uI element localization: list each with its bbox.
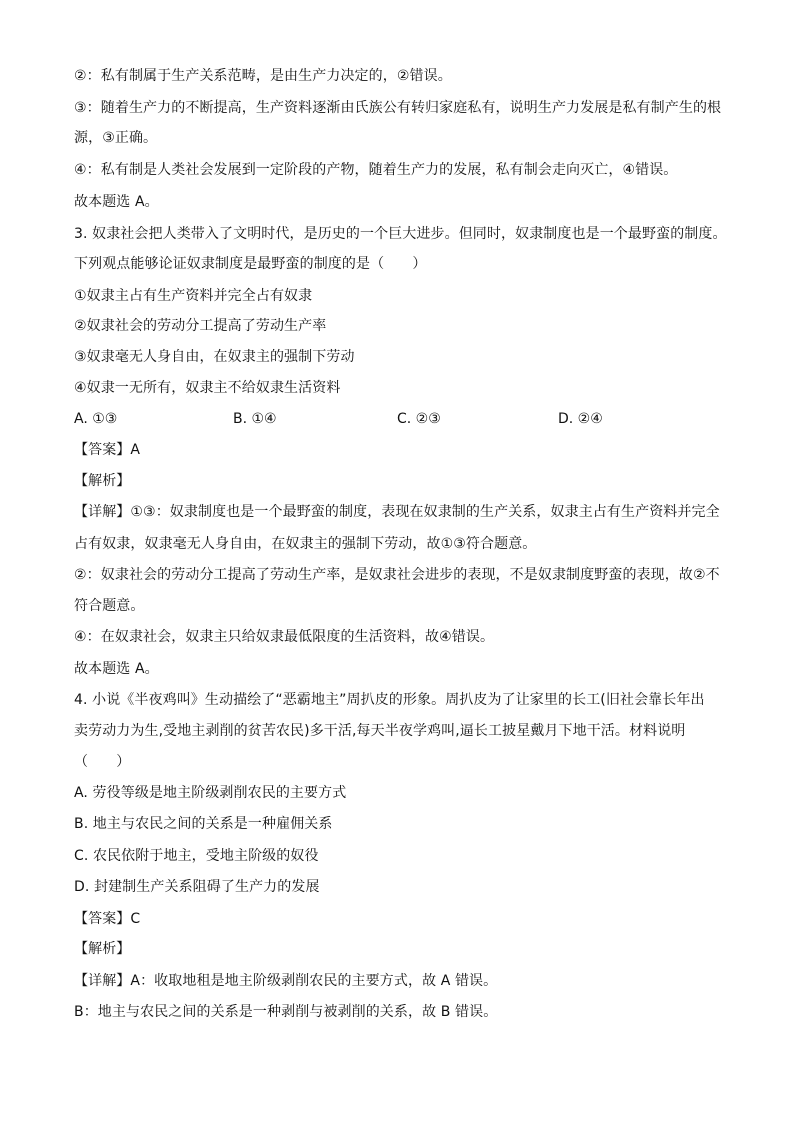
q3-option-b: B. ①④: [233, 411, 277, 427]
q3-statement-3: ③奴隶毫无人身自由，在奴隶主的强制下劳动: [74, 349, 355, 365]
q4-detail-1: 【详解】A：收取地租是地主阶级剥削农民的主要方式，故 A 错误。: [74, 973, 498, 989]
q4-option-d: D. 封建制生产关系阻碍了生产力的发展: [74, 879, 320, 895]
q4-option-a: A. 劳役等级是地主阶级剥削农民的主要方式: [74, 785, 347, 801]
text-line-4: ④：私有制是人类社会发展到一定阶段的产物，随着生产力的发展，私有制会走向灭亡，④错误。: [74, 162, 678, 178]
text-line-1: ②：私有制属于生产关系范畴，是由生产力决定的，②错误。: [74, 68, 452, 84]
q3-statement-2: ②奴隶社会的劳动分工提高了劳动生产率: [74, 318, 327, 334]
q3-option-a: A. ①③: [74, 411, 118, 427]
q3-detail-1: 【详解】①③：奴隶制度也是一个最野蛮的制度，表现在奴隶制的生产关系，奴隶主占有生产资料并完全: [74, 504, 720, 520]
q3-conclusion: 故本题选 A。: [74, 661, 159, 677]
text-line-5: 故本题选 A。: [74, 194, 159, 210]
question-4-stem-2: 卖劳动力为生,受地主剥削的贫苦农民)多干活,每天半夜学鸡叫,逼长工披星戴月下地干活。材料说明: [74, 723, 686, 739]
text-line-2: ③：随着生产力的不断提高，生产资料逐渐由氏族公有转归家庭私有，说明生产力发展是私有制产生的根: [74, 100, 722, 116]
question-3-stem: 3. 奴隶社会把人类带入了文明时代，是历史的一个巨大进步。但同时，奴隶制度也是一个最野蛮的制度。: [74, 226, 727, 242]
q3-detail-3: ②：奴隶社会的劳动分工提高了劳动生产率，是奴隶社会进步的表现，不是奴隶制度野蛮的表现，故②不: [74, 567, 720, 583]
q3-detail-5: ④：在奴隶社会，奴隶主只给奴隶最低限度的生活资料，故④错误。: [74, 629, 495, 645]
question-3-prompt: 下列观点能够论证奴隶制度是最野蛮的制度的是（ ）: [74, 256, 427, 272]
q3-statement-1: ①奴隶主占有生产资料并完全占有奴隶: [74, 288, 313, 304]
question-4-bracket: （ ）: [74, 754, 131, 770]
question-4-stem-1: 4. 小说《半夜鸡叫》生动描绘了“恶霸地主”周扒皮的形象。周扒皮为了让家里的长工(旧社会靠长年出: [74, 692, 705, 708]
q4-detail-2: B：地主与农民之间的关系是一种剥削与被剥削的关系，故 B 错误。: [74, 1004, 498, 1020]
q3-detail-4: 符合题意。: [74, 598, 145, 614]
q3-option-c: C. ②③: [397, 411, 441, 427]
q4-option-b: B. 地主与农民之间的关系是一种雇佣关系: [74, 816, 333, 832]
q3-detail-2: 占有奴隶，奴隶毫无人身自由，在奴隶主的强制下劳动，故①③符合题意。: [74, 536, 537, 552]
q3-statement-4: ④奴隶一无所有，奴隶主不给奴隶生活资料: [74, 380, 341, 396]
q4-option-c: C. 农民依附于地主，受地主阶级的奴役: [74, 848, 319, 864]
text-line-3: 源，③正确。: [74, 130, 158, 146]
q3-options: [74, 410, 734, 428]
q3-answer: 【答案】A: [74, 442, 141, 458]
q3-analysis-heading: 【解析】: [74, 473, 131, 489]
q4-answer: 【答案】C: [74, 911, 141, 927]
q4-analysis-heading: 【解析】: [74, 941, 131, 957]
q3-option-d: D. ②④: [558, 411, 603, 427]
